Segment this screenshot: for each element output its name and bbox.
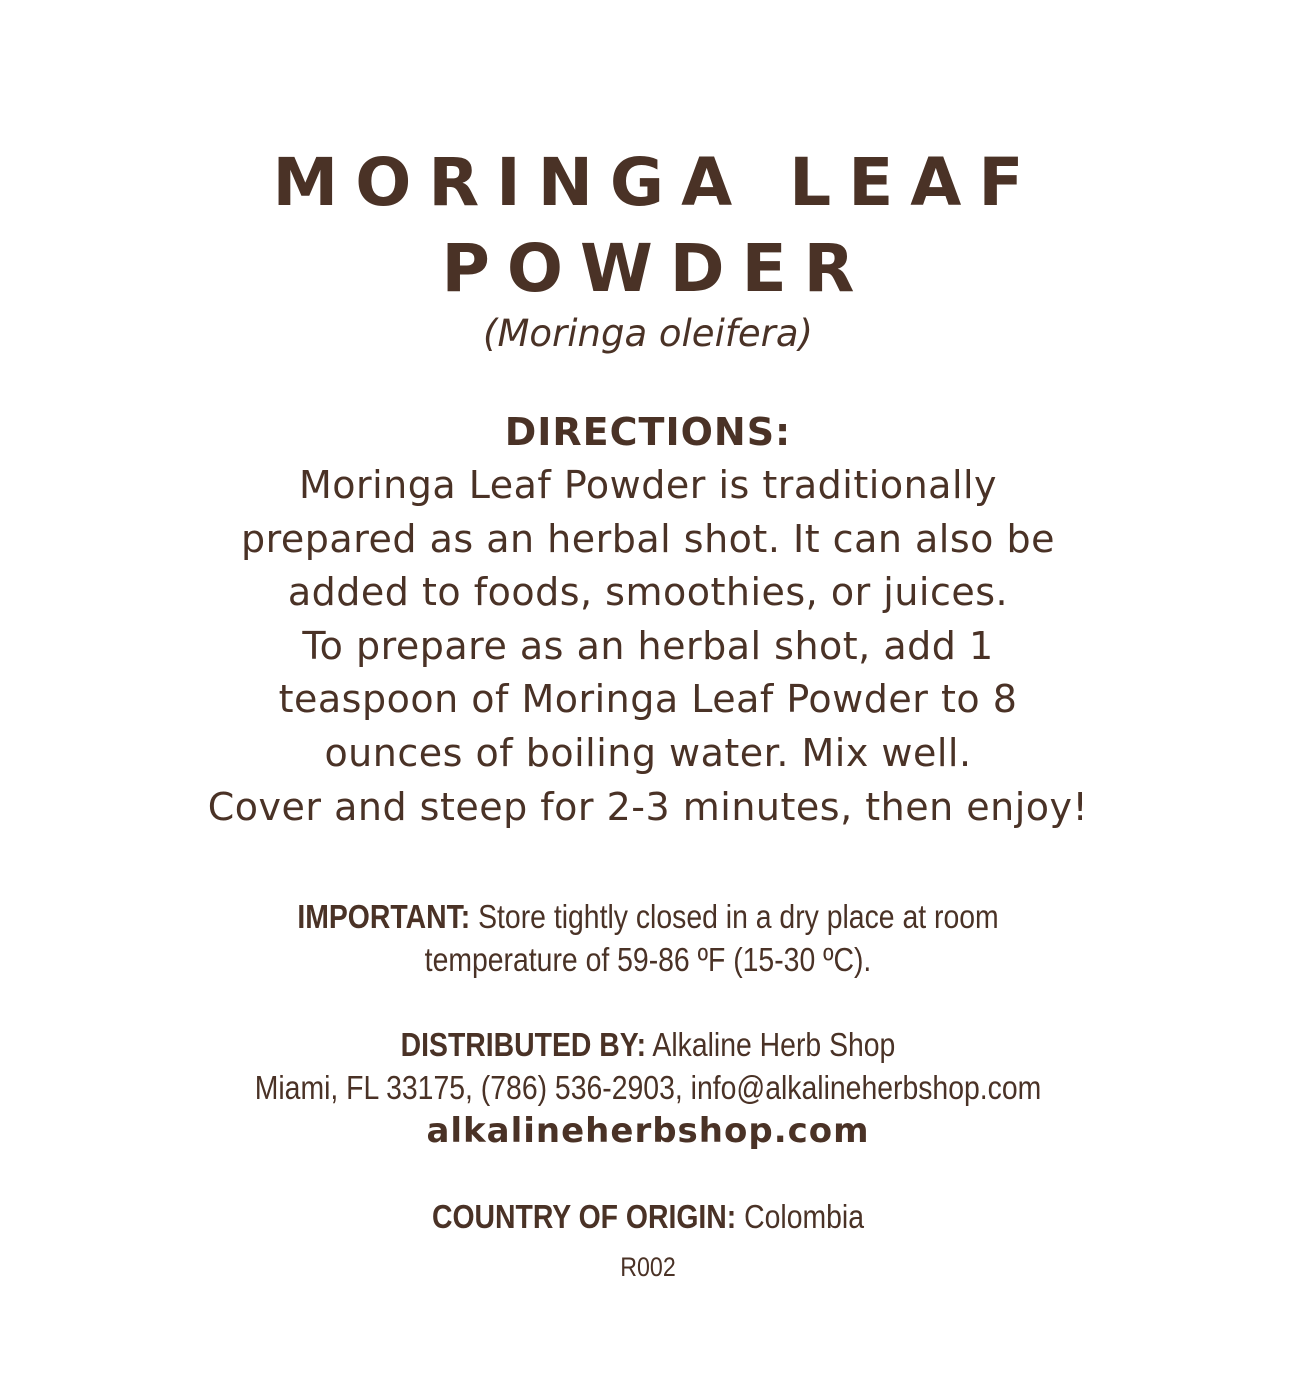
directions-line: teaspoon of Moringa Leaf Powder to 8 — [278, 677, 1018, 722]
product-title-line-1: MORINGA LEAF — [272, 144, 1041, 221]
origin-value: Colombia — [736, 1198, 865, 1235]
origin-label: COUNTRY OF ORIGIN: — [431, 1198, 737, 1235]
directions-line: Moringa Leaf Powder is traditionally — [298, 463, 998, 507]
directions-line: Cover and steep for 2-3 minutes, then enjoy! — [207, 784, 1089, 829]
directions-text — [0, 459, 1296, 834]
storage-text-1: Store tightly closed in a dry place at room — [470, 898, 999, 935]
product-title — [0, 140, 1296, 312]
storage-notice-line-1 — [91, 895, 1206, 938]
directions-line: ounces of boiling water. Mix well. — [324, 730, 972, 775]
country-of-origin — [91, 1195, 1206, 1238]
distributor-info — [91, 1023, 1206, 1109]
product-title-line-2: POWDER — [441, 230, 872, 307]
directions-line: To prepare as an herbal shot, add 1 — [302, 623, 994, 668]
product-code: R002 — [620, 1252, 676, 1282]
directions-line: added to foods, smoothies, or juices. — [287, 570, 1009, 615]
website-url: alkalineherbshop.com — [426, 1111, 870, 1151]
important-label: IMPORTANT: — [297, 898, 471, 935]
latin-name: (Moringa oleifera) — [483, 312, 813, 355]
storage-notice — [91, 895, 1206, 981]
storage-text-2: temperature of 59-86 ºF (15-30 ºC). — [424, 941, 872, 978]
distributor-name: Alkaline Herb Shop — [646, 1026, 896, 1063]
distributor-line — [91, 1023, 1206, 1066]
distributor-contact: Miami, FL 33175, (786) 536-2903, info@alkalineherbshop.com — [254, 1069, 1042, 1106]
distributed-by-label: DISTRIBUTED BY: — [400, 1026, 647, 1063]
directions-heading: DIRECTIONS: — [504, 410, 792, 454]
directions-line: prepared as an herbal shot. It can also be — [241, 516, 1055, 561]
